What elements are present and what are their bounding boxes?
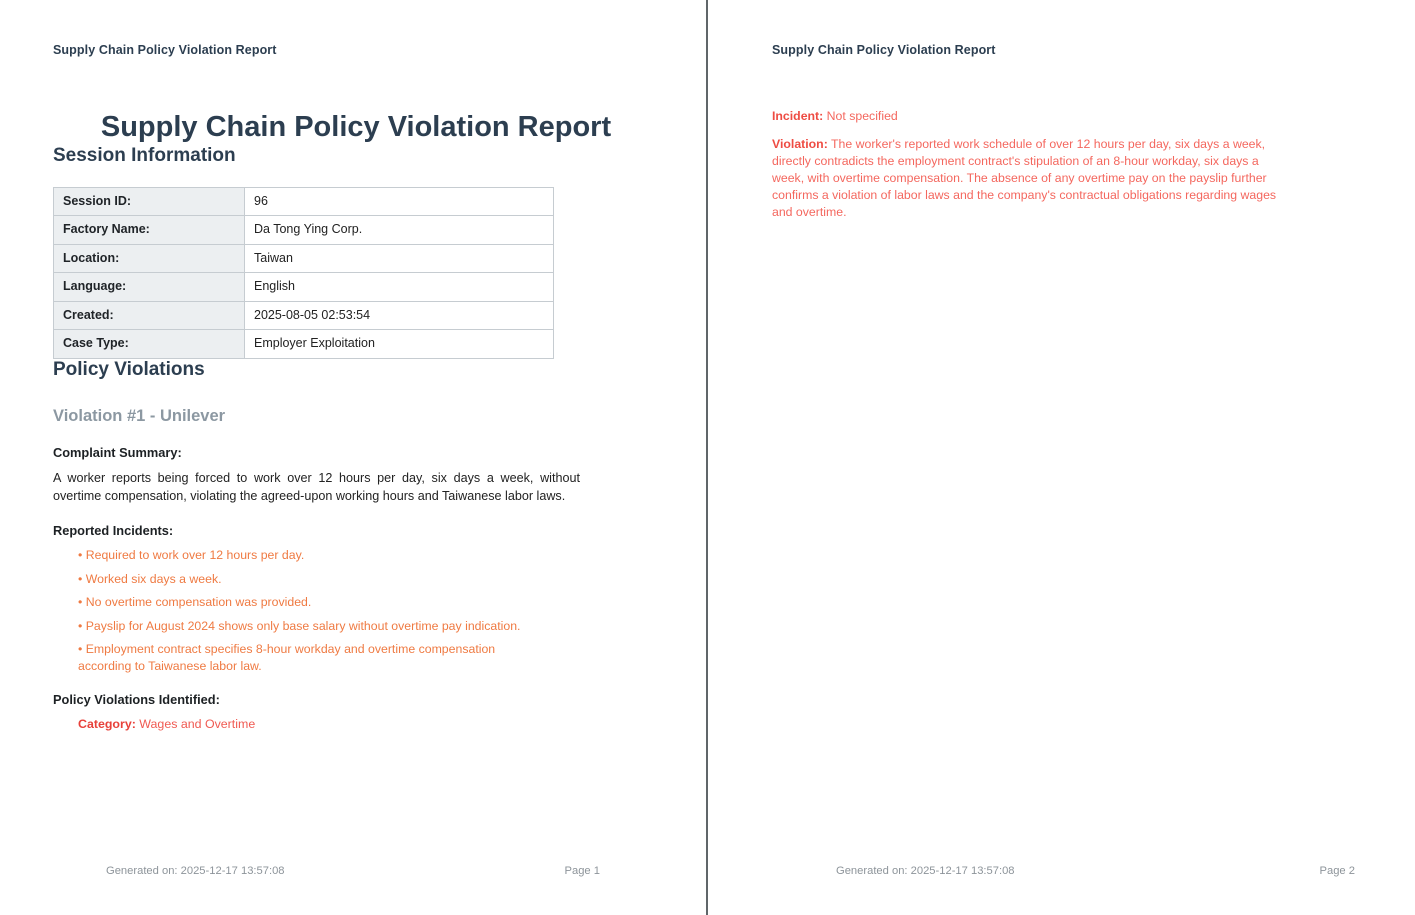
incident-key: Incident: (772, 109, 824, 123)
created-value: 2025-08-05 02:53:54 (245, 301, 554, 330)
table-row (54, 216, 554, 245)
session-id-value: 96 (245, 187, 554, 216)
page-1-content-area (53, 0, 653, 915)
factory-name-value: Da Tong Ying Corp. (245, 216, 554, 245)
page-1 (0, 0, 706, 915)
reported-incidents-label: Reported Incidents: (53, 522, 174, 538)
reported-incidents-list (53, 547, 540, 675)
table-row (54, 273, 554, 302)
violation-key: Violation: (772, 136, 828, 151)
language-value: English (245, 273, 554, 302)
factory-name-label: Factory Name: (54, 216, 245, 245)
page-2-flow (772, 108, 1385, 221)
page-number: Page 2 (1319, 865, 1355, 877)
policy-violations-heading: Policy Violations (53, 358, 205, 380)
list-item: • Payslip for August 2024 shows only base salary without overtime pay indication. (53, 618, 540, 635)
table-row (54, 301, 554, 330)
list-item: • Worked six days a week. (53, 571, 540, 588)
violation-1-title: Violation #1 - Unilever (53, 407, 226, 426)
policy-violations-identified-label: Policy Violations Identified: (53, 692, 220, 708)
incident-detail-line (772, 108, 1284, 125)
violation-detail-block (772, 108, 1385, 221)
language-label: Language: (54, 273, 245, 302)
generated-on-text: Generated on: 2025-12-17 13:57:08 (106, 865, 285, 877)
running-header: Supply Chain Policy Violation Report (772, 43, 996, 57)
list-item: • Employment contract specifies 8-hour workday and overtime compensation according to Taiwanese labor law. (53, 641, 540, 674)
location-value: Taiwan (245, 244, 554, 273)
page-title: Supply Chain Policy Violation Report (100, 111, 612, 143)
violation-detail-line (772, 136, 1284, 221)
page-2-footer (836, 865, 1355, 877)
session-id-label: Session ID: (54, 187, 245, 216)
session-information-table (53, 187, 554, 359)
complaint-summary-label: Complaint Summary: (53, 445, 182, 461)
table-row (54, 244, 554, 273)
session-information-heading: Session Information (53, 144, 236, 166)
generated-on-text: Generated on: 2025-12-17 13:57:08 (836, 865, 1015, 877)
violation-value: The worker's reported work schedule of over 12 hours per day, six days a week, directly contradicts the employment contract's stipulation of an 8-hour workday, six days a week, with overtime compensation. The absence of any overtime pay on the payslip further confirms a violation of labor laws and the company's contractual obligations regarding wages and overtime. (772, 136, 1277, 219)
list-item: • No overtime compensation was provided. (53, 594, 540, 611)
page-1-flow (53, 110, 653, 733)
case-type-label: Case Type: (54, 330, 245, 359)
table-row (54, 187, 554, 216)
violation-category-line (53, 716, 653, 733)
table-row (54, 330, 554, 359)
page-1-footer (106, 865, 600, 877)
page-number: Page 1 (564, 865, 600, 877)
list-item: • Required to work over 12 hours per day. (53, 547, 540, 564)
violation-category-key: Category: (78, 717, 136, 732)
created-label: Created: (54, 301, 245, 330)
violation-category-value: Wages and Overtime (139, 717, 256, 732)
page-2 (706, 0, 1415, 915)
page-2-content-area (772, 0, 1385, 915)
location-label: Location: (54, 244, 245, 273)
case-type-value: Employer Exploitation (245, 330, 554, 359)
complaint-summary-text: A worker reports being forced to work over 12 hours per day, six days a week, without overtime compensation, violating the agreed-upon working hours and Taiwanese labor laws. (53, 471, 580, 503)
running-header: Supply Chain Policy Violation Report (53, 43, 277, 57)
incident-value: Not specified (826, 109, 898, 123)
